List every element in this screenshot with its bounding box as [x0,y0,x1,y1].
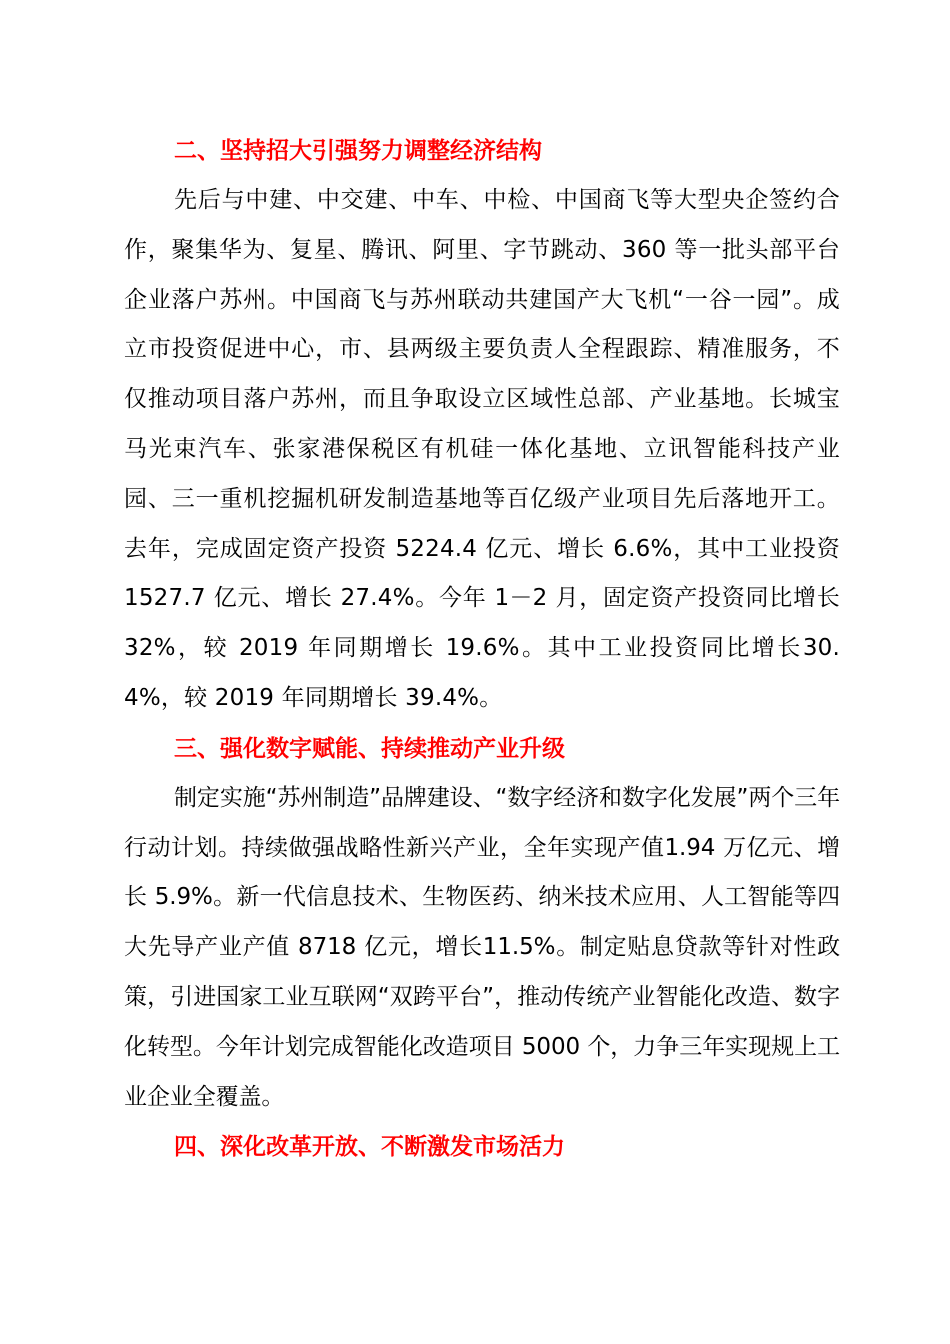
section-heading-3: 三、强化数字赋能、持续推动产业升级 [174,735,565,762]
section-body-3: 制定实施“苏州制造”品牌建设、“数字经济和数字化发展”两个三年行动计划。持续做强战略性新兴产业，全年实现产值1.94 万亿元、增长 5.9%。新一代信息技术、生物医药、纳米技术应用、人工智能等四大先导产业产值 8718 亿元，增长11.5%。制定贴息贷款等针对性政策，引进国家工业互联网“双跨平台”，推动传统产业智能化改造、数字化转型。今年计划完成智能化改造项目 5000 个，力争三年实现规上工业企业全覆盖。 [124,784,840,1110]
document-content [124,126,840,1172]
section-body-2: 先后与中建、中交建、中车、中检、中国商飞等大型央企签约合作，聚集华为、复星、腾讯、阿里、字节跳动、360 等一批头部平台企业落户苏州。中国商飞与苏州联动共建国产大飞机“一谷一园”。成立市投资促进中心，市、县两级主要负责人全程跟踪、精准服务，不仅推动项目落户苏州，而且争取设立区域性总部、产业基地。长城宝马光束汽车、张家港保税区有机硅一体化基地、立讯智能科技产业园、三一重机挖掘机研发制造基地等百亿级产业项目先后落地开工。去年，完成固定资产投资 5224.4 亿元、增长 6.6%，其中工业投资 1527.7 亿元、增长 27.4%。今年 1－2 月，固定资产投资同比增长32%，较 2019 年同期增长 19.6%。其中工业投资同比增长30.4%，较 2019 年同期增长 39.4%。 [124,187,840,711]
section-heading-2: 二、坚持招大引强努力调整经济结构 [174,138,542,164]
section-heading-4: 四、深化改革开放、不断激发市场活力 [174,1134,565,1161]
